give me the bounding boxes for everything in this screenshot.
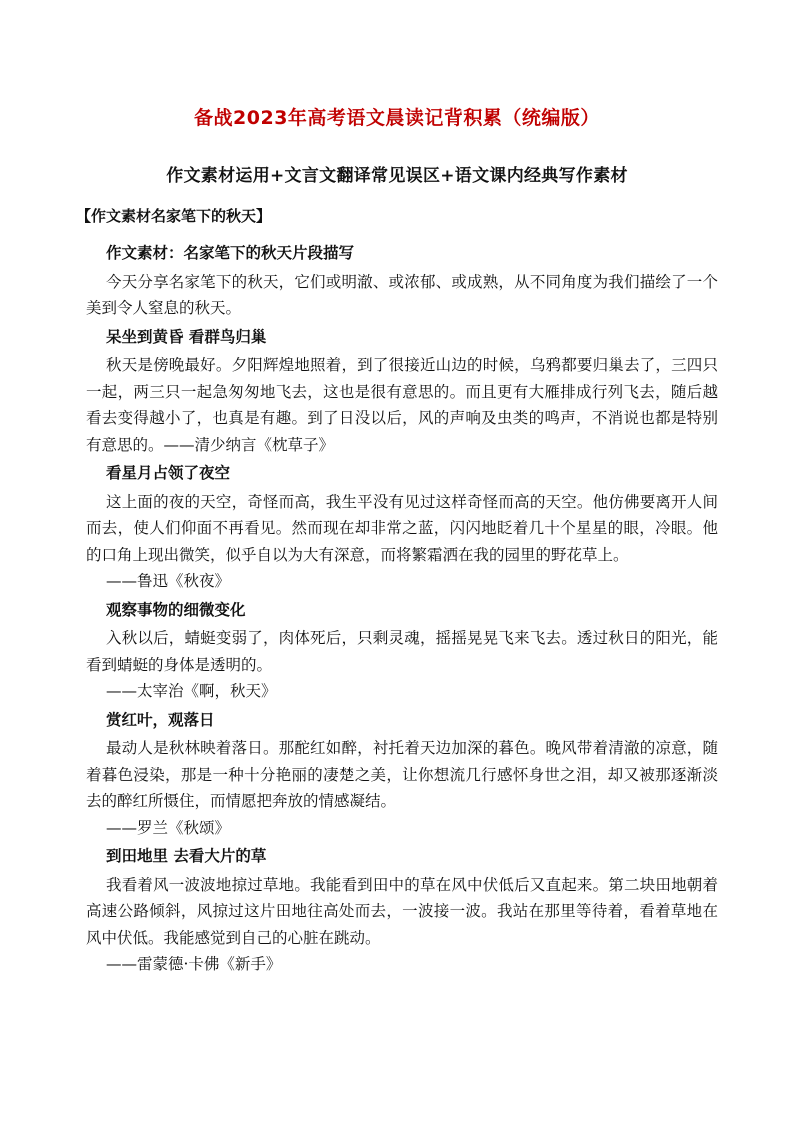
excerpt-heading: 赏红叶，观落日	[106, 710, 215, 729]
excerpt-heading: 观察事物的细微变化	[106, 600, 246, 619]
intro-paragraph: 今天分享名家笔下的秋天，它们或明澈、或浓郁、或成熟，从不同角度为我们描绘了一个美到令人窒息的秋天。	[86, 272, 718, 317]
excerpt-paragraph: 最动人是秋林映着落日。那酡红如醉，衬托着天边加深的暮色。晚风带着清澈的凉意，随着暮色浸染，那是一种十分艳丽的凄楚之美，让你想流几行感怀身世之泪，却又被那逐渐淡去的醉红所慑住，而情愿把奔放的情感凝结。	[86, 739, 718, 810]
excerpt-source: ——太宰治《啊，秋天》	[106, 682, 277, 700]
excerpt-source: ——雷蒙德·卡佛《新手》	[106, 955, 282, 973]
excerpt-heading: 看星月占领了夜空	[106, 464, 231, 482]
excerpt-paragraph: 秋天是傍晚最好。夕阳辉煌地照着，到了很接近山边的时候，乌鸦都要归巢去了，三四只一起，两三只一起急匆匆地飞去，这也是很有意思的。而且更有大雁排成行列飞去，随后越看去变得越小了，也真是有趣。到了日没以后，风的声响及虫类的鸣声，不消说也都是特别有意思的。——清少纳言《枕草子》	[86, 356, 718, 454]
excerpt-source: ——罗兰《秋颂》	[106, 818, 231, 837]
content-body	[86, 238, 718, 980]
excerpt-paragraph: 我看着风一波波地掠过草地。我能看到田中的草在风中伏低后又直起来。第二块田地朝着高速公路倾斜，风掠过这片田地往高处而去，一波接一波。我站在那里等待着，看着草地在风中伏低。我能感觉到自己的心脏在跳动。	[86, 875, 718, 947]
excerpt-source: ——鲁迅《秋夜》	[106, 572, 231, 590]
excerpt-paragraph: 入秋以后，蜻蜓变弱了，肉体死后，只剩灵魂，摇摇晃晃飞来飞去。透过秋日的阳光，能看到蜻蜓的身体是透明的。	[86, 629, 718, 674]
excerpt-heading: 到田地里 去看大片的草	[106, 847, 267, 865]
section-label: 【作文素材名家笔下的秋天】	[76, 207, 272, 225]
intro-heading: 作文素材：名家笔下的秋天片段描写	[106, 244, 355, 262]
excerpt-heading: 呆坐到黄昏 看群鸟归巢	[106, 327, 267, 346]
document-subtitle: 作文素材运用+文言文翻译常见误区+语文课内经典写作素材	[166, 166, 628, 186]
excerpt-paragraph: 这上面的夜的天空，奇怪而高，我生平没有见过这样奇怪而高的天空。他仿佛要离开人间而去，使人们仰面不再看见。然而现在却非常之蓝，闪闪地眨着几十个星星的眼，冷眼。他的口角上现出微笑，似乎自以为大有深意，而将繁霜洒在我的园里的野花草上。	[86, 492, 718, 564]
document-title: 备战2023年高考语文晨读记背积累（统编版）	[194, 107, 600, 129]
